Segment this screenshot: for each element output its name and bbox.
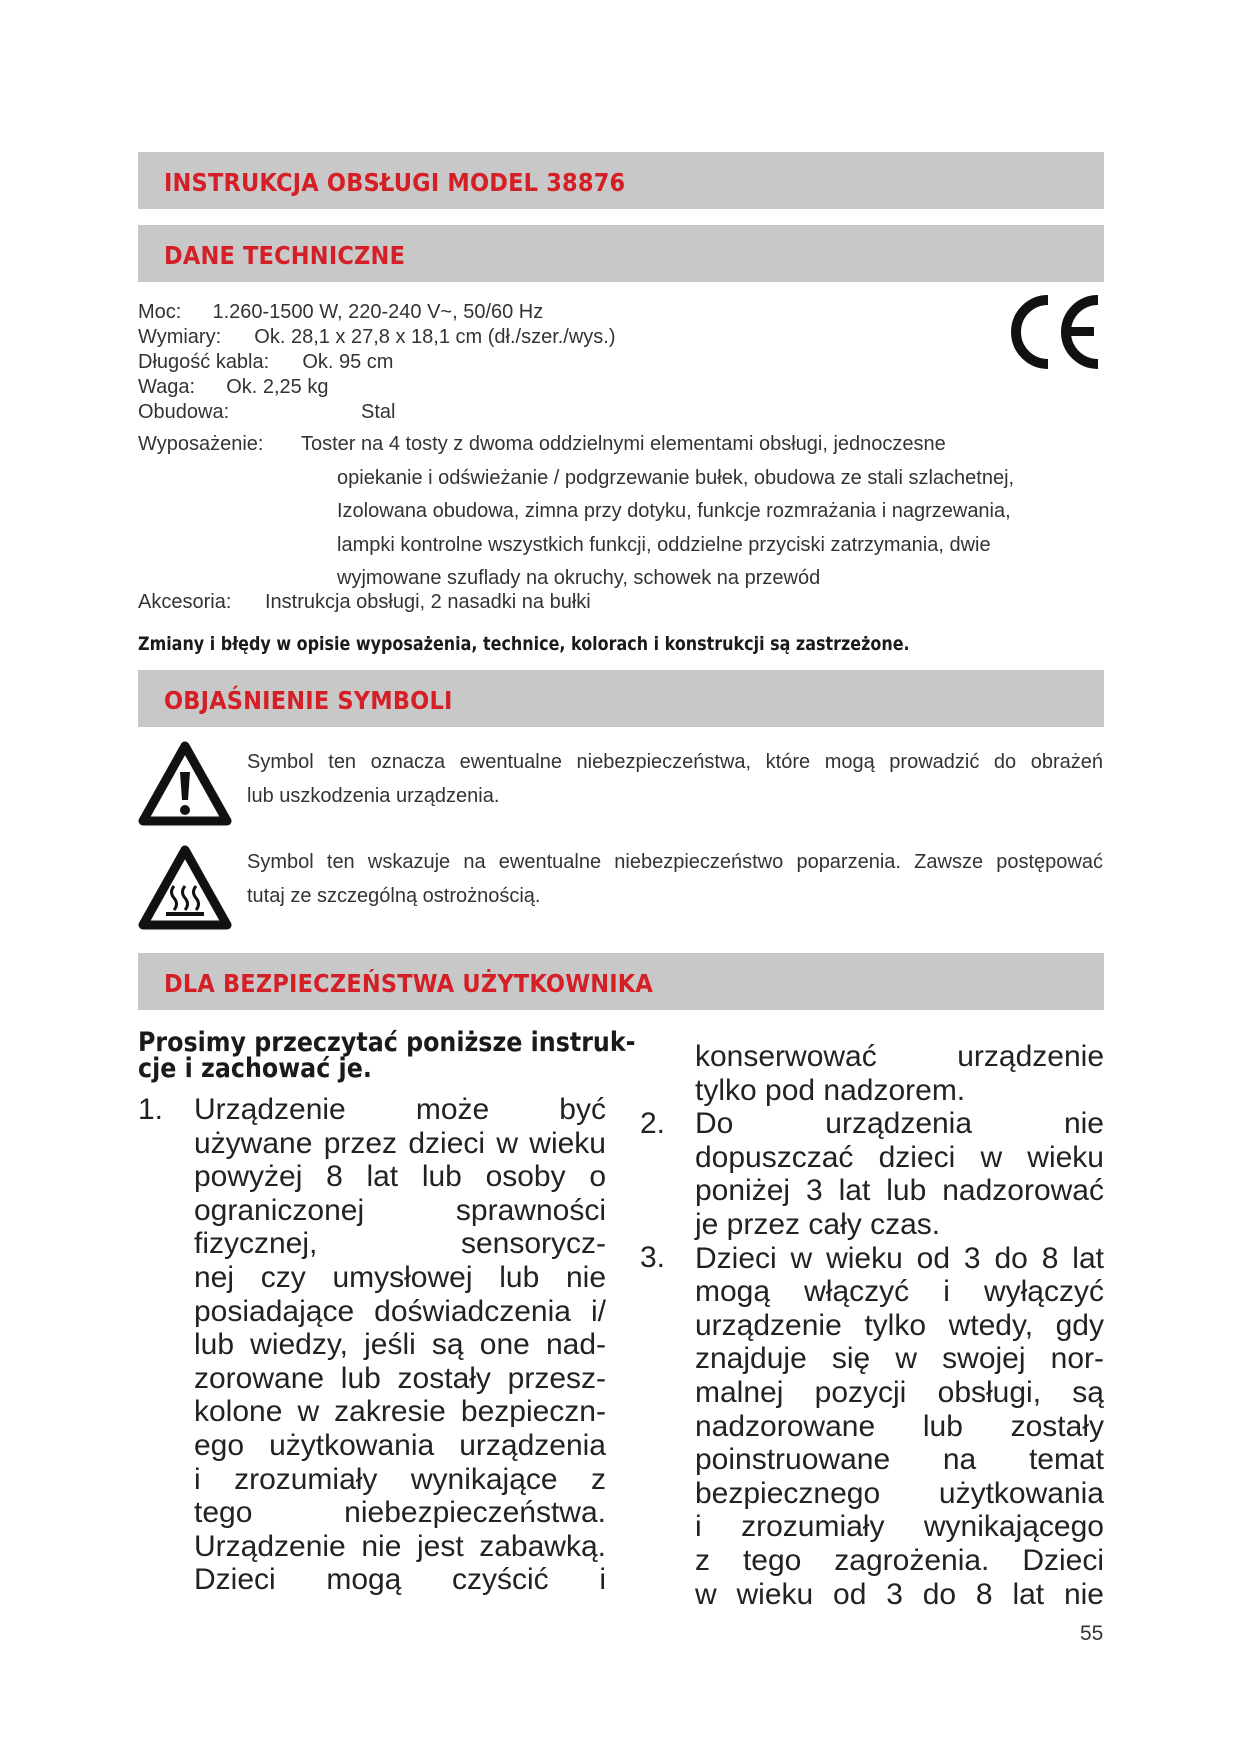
intro-line: Prosimy przeczytać poniższe instruk- [138, 1027, 636, 1058]
equipment-line: Toster na 4 tosty z dwoma oddzielnymi elementami obsługi, jednoczesne [301, 433, 946, 455]
safety-text-line: nadzorowane lub zostały [695, 1409, 1104, 1443]
spec-row-cable [138, 350, 616, 375]
safety-intro [138, 1027, 636, 1084]
symbol-description-hot [247, 845, 1103, 913]
spec-label: Obudowa: [138, 401, 230, 423]
safety-text-line: posiadające doświadczenia i/ [194, 1294, 606, 1328]
equipment-line: wyjmowane szuflady na okruchy, schowek na przewód [337, 567, 821, 589]
item-number: 2. [640, 1107, 666, 1140]
safety-right-column [640, 1040, 1104, 1620]
equipment-line: Izolowana obudowa, zimna przy dotyku, funkcje rozmrażania i nagrzewania, [337, 500, 1011, 522]
spec-label: Waga: [138, 376, 196, 398]
safety-text-line: bezpiecznego użytkowania [695, 1476, 1104, 1510]
safety-text-line: dopuszczać dzieci w wieku [695, 1140, 1104, 1174]
safety-text-line: mogą włączyć i wyłączyć [695, 1275, 1104, 1309]
safety-text-line: Urządzenie nie jest zabawką. [194, 1529, 606, 1563]
safety-text-line: malnej pozycji obsługi, są [695, 1376, 1104, 1409]
section-title-specs: DANE TECHNICZNE [164, 241, 406, 270]
safety-text-line: Do urządzenia nie [695, 1107, 1104, 1141]
section-bar-specs [138, 225, 1104, 282]
spec-row-housing [138, 400, 616, 425]
reservation-note: Zmiany i błędy w opisie wyposażenia, technice, kolorach i konstrukcji są zastrzeżone. [138, 633, 910, 655]
spec-value: Stal [361, 401, 396, 423]
page-number: 55 [1080, 1622, 1104, 1645]
equipment-label: Wyposażenie: [138, 433, 264, 455]
safety-text-line: z tego zagrożenia. Dzieci [695, 1544, 1104, 1577]
safety-text-line: używane przez dzieci w wieku [194, 1126, 606, 1160]
spec-label: Długość kabla: [138, 351, 270, 373]
item-number: 3. [640, 1241, 666, 1274]
safety-text-line: tego niebezpieczeństwa. [194, 1496, 606, 1530]
spec-value: 1.260-1500 W, 220-240 V~, 50/60 Hz [212, 301, 544, 323]
warning-icon [138, 740, 232, 828]
accessories-label: Akcesoria: [138, 591, 232, 613]
spec-value: Ok. 2,25 kg [226, 376, 329, 398]
equipment-line: lampki kontrolne wszystkich funkcji, oddzielne przyciski zatrzymania, dwie [337, 534, 991, 556]
symbol-text-line: lub uszkodzenia urządzenia. [247, 785, 500, 807]
symbol-text-line: Symbol ten oznacza ewentualne niebezpieczeństwa, które mogą prowadzić do obrażeń [247, 751, 1103, 773]
specs-block [138, 300, 616, 425]
safety-text-line: lub wiedzy, jeśli są one nad- [194, 1328, 606, 1362]
safety-text-line: fizycznej, sensorycz- [194, 1227, 606, 1261]
safety-text-line: znajduje się w swojej nor- [695, 1342, 1104, 1376]
equipment-line: opiekanie i odświeżanie / podgrzewanie bułek, obudowa ze stali szlachetnej, [337, 467, 1015, 489]
hot-surface-icon [138, 844, 232, 932]
spec-row-dims [138, 325, 616, 350]
safety-text-line: ego użytkowania urządzenia [194, 1429, 606, 1462]
safety-text-line: je przez cały czas. [695, 1208, 941, 1241]
spec-row-power [138, 300, 616, 325]
safety-text-line: ograniczonej sprawności [194, 1193, 606, 1227]
safety-text-line: i zrozumiały wynikające z [194, 1462, 606, 1496]
ce-mark-icon [1004, 292, 1104, 372]
safety-text-line: poniżej 3 lat lub nadzorować [695, 1174, 1104, 1208]
section-bar-safety [138, 953, 1104, 1010]
spec-row-weight [138, 375, 616, 400]
section-title-symbols: OBJAŚNIENIE SYMBOLI [164, 686, 453, 715]
spec-label: Moc: [138, 301, 182, 323]
safety-text-line: poinstruowane na temat [695, 1443, 1104, 1477]
title-bar [138, 152, 1104, 209]
spec-value: Ok. 95 cm [302, 351, 394, 373]
safety-text-line: konserwować urządzenie [695, 1040, 1104, 1073]
symbol-text-line: Symbol ten wskazuje na ewentualne niebezpieczeństwo poparzenia. Zawsze postępować [247, 851, 1103, 873]
safety-text-line: Urządzenie może być [194, 1093, 606, 1126]
safety-text-line: powyżej 8 lat lub osoby o [194, 1160, 606, 1194]
safety-text-line: w wieku od 3 do 8 lat nie [695, 1577, 1104, 1611]
symbol-text-line: tutaj ze szczególną ostrożnością. [247, 885, 541, 907]
spec-label: Wymiary: [138, 326, 222, 348]
safety-text-line: Dzieci w wieku od 3 do 8 lat [695, 1241, 1104, 1275]
safety-text-line: i zrozumiały wynikającego [695, 1510, 1104, 1544]
safety-text-line: Dzieci mogą czyścić i [194, 1563, 606, 1597]
accessories-value: Instrukcja obsługi, 2 nasadki na bułki [265, 591, 591, 613]
safety-item-1 [138, 1093, 606, 1613]
safety-text-line: urządzenie tylko wtedy, gdy [695, 1308, 1104, 1342]
page-title: INSTRUKCJA OBSŁUGI MODEL 38876 [164, 168, 626, 197]
spec-value: Ok. 28,1 x 27,8 x 18,1 cm (dł./szer./wys.) [254, 326, 616, 348]
safety-text-line: kolone w zakresie bezpieczn- [194, 1395, 606, 1429]
symbol-description-warning [247, 745, 1103, 813]
section-title-safety: DLA BEZPIECZEŃSTWA UŻYTKOWNIKA [164, 969, 654, 998]
item-number: 1. [138, 1093, 164, 1126]
intro-line: cje i zachować je. [138, 1053, 372, 1084]
safety-text-line: tylko pod nadzorem. [695, 1073, 966, 1107]
section-bar-symbols [138, 670, 1104, 727]
safety-text-line: zorowane lub zostały przesz- [194, 1361, 606, 1395]
safety-text-line: nej czy umysłowej lub nie [194, 1261, 606, 1294]
